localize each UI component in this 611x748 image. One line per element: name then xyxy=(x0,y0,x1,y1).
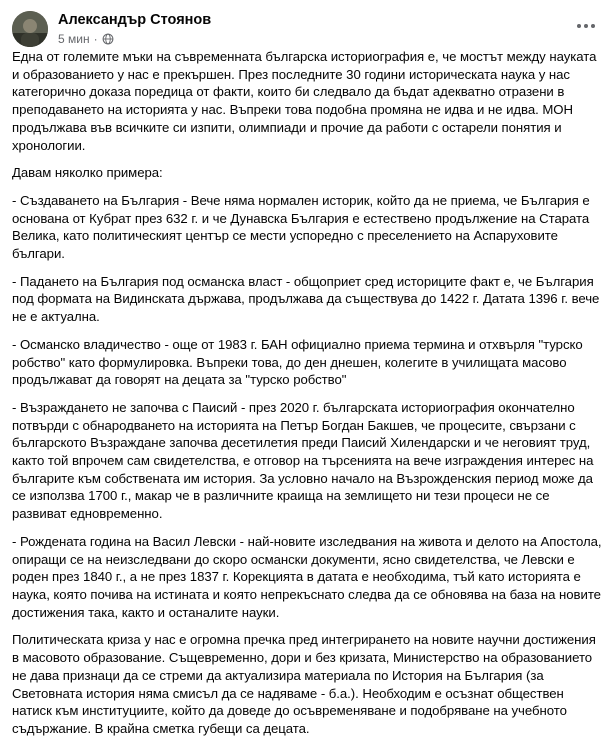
post-paragraph: - Османско владичество - още от 1983 г. БАН официално приема термина и отхвърля "турско робство" като формулировка. Въпреки това, до ден днешен, колегите в училищата масово продължават да говорят на децата за "турско робство" xyxy=(12,336,583,388)
post-paragraph: Една от големите мъки на съвременната българска историография е, че мостът между науката и образованието у нас е прекършен. През последните 30 години историческата наука у нас категорично доказа поредица от факти, които би следвало да бъдат адекватно отразени в преподаването на историята у нас. Въпреки това подобна промяна не идва и не идва. МОН продължава във всичките си изпити, олимпиади и прочие да работи с остарели понятия и хронологии. xyxy=(12,49,597,153)
meta-separator: · xyxy=(93,32,98,46)
post-paragraph: Политическата криза у нас е огромна пречка пред интегрирането на новите научни достижения в масовото образование. Същевременно, дори и без кризата, Министерство на образованието не дава признаци да се стреми да актуализира материала по История на България (за Световната история няма смисъл да се надяваме - б.а.). Необходим е осъзнат обществен натиск към институциите, който да доведе до осъвременяване и подобряване на учебното съдържание. В крайна сметка губещи са децата. xyxy=(12,632,596,736)
post-time[interactable]: 5 мин xyxy=(58,32,90,46)
post-paragraph: - Създаването на България - Вече няма нормален историк, който да не приема, че България е основана от Кубрат през 632 г. и че Дунавска България е естествено продължение на Старата Велика, като политическият център се мести успоредно с преселението на Аспаруховите българи. xyxy=(12,192,590,262)
post-paragraph: Давам няколко примера: xyxy=(12,165,163,181)
post-body xyxy=(12,48,604,748)
globe-icon[interactable] xyxy=(102,33,114,45)
avatar-image xyxy=(12,11,48,47)
author-avatar[interactable] xyxy=(12,11,48,47)
post-paragraph: - Падането на България под османска власт - общоприет сред историците факт е, че България под формата на Видинската държава, продължава да съществува до 1422 г. Датата 1396 г. вече не е актуална. xyxy=(12,273,600,325)
author-name[interactable]: Александър Стоянов xyxy=(58,12,212,28)
more-options-icon[interactable] xyxy=(573,16,599,36)
post-paragraph: - Рождената година на Васил Левски - най-новите изследвания на живота и делото на Апостола, опиращи се на неизследвани до скоро османски документи, ясно свидетелства, че Левски е роден през 1840 г., а не през 1837 г. Корекцията в датата е необходима, тъй като историята е наука, която почива на истината и която непрекъснато следва да се обновява на база на новите достижения така, както и останалите науки. xyxy=(12,533,602,620)
post-paragraph: - Възраждането не започва с Паисий - през 2020 г. българската историография окончателно потвърди с обнародването на историята на Петър Богдан Бакшев, че процесите, свързани с българското Възраждане започва десетилетия преди Паисий Хилендарски и че неговият труд, както той впрочем сам свидетелства, е отговор на търсенията на вече изграждения интерес на българите към собствената им история. За условно начало на Възрожденския период може да се използва 1700 г., макар че в различните краища на землището ни тези процеси не се развиват едновременно. xyxy=(12,399,594,522)
post-meta xyxy=(58,32,114,46)
post-header xyxy=(12,10,599,50)
